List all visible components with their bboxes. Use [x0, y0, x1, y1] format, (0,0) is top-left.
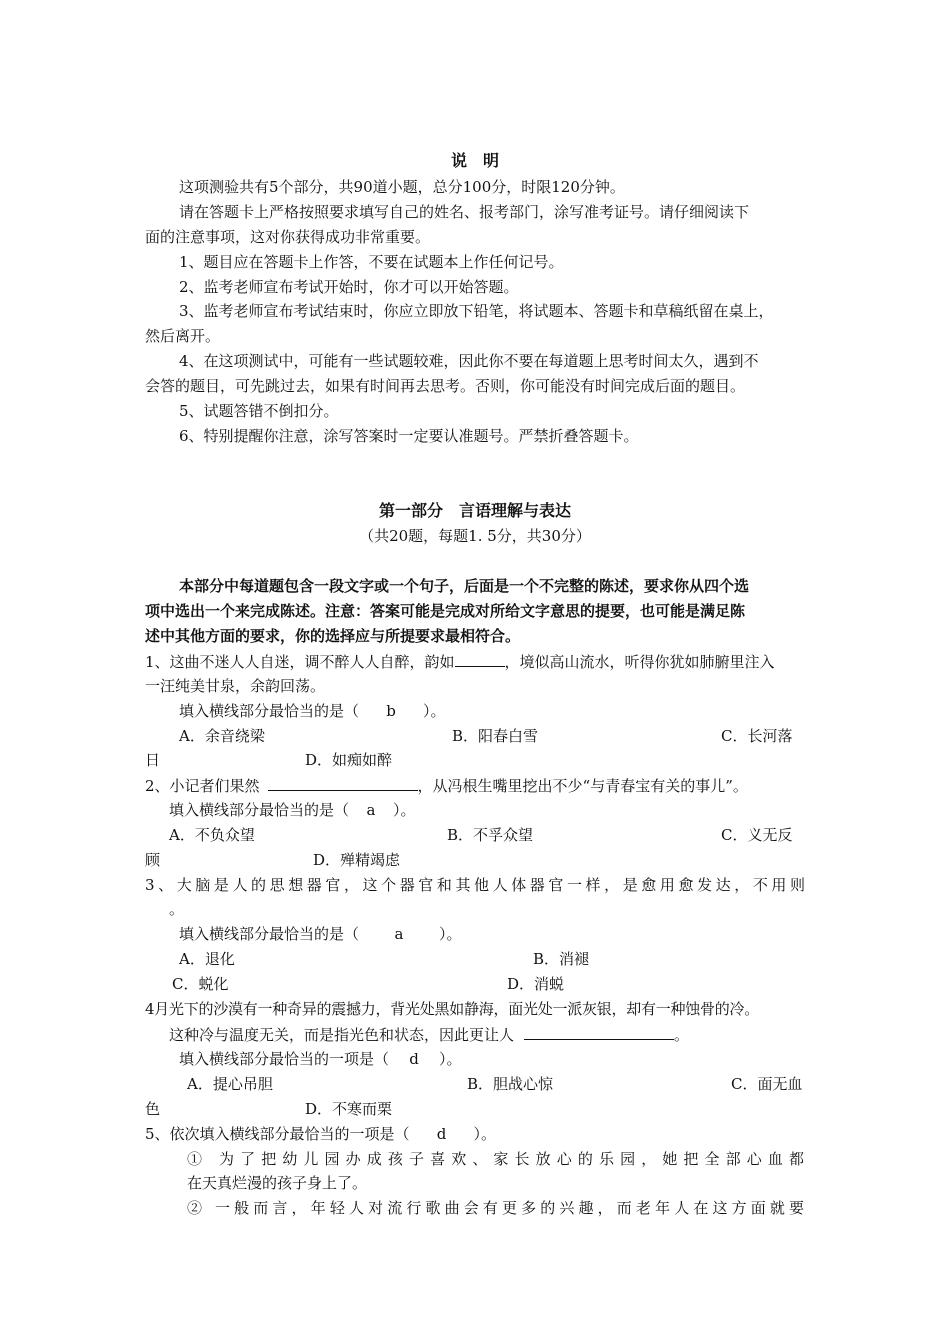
q4-option-c-cont: 色: [145, 1100, 161, 1118]
q1-option-d: D．如痴如醉: [305, 751, 393, 769]
note-4a: 4、在这项测试中，可能有一些试题较难，因此你不要在每道题上思考时间太久，遇到不: [179, 352, 759, 370]
q1-stem-b: ，境似高山流水，听得你犹如肺腑里注入: [504, 653, 775, 671]
q2-prompt: [169, 800, 416, 820]
q5-answer: d: [436, 1125, 447, 1143]
q1-blank: [455, 651, 505, 667]
q2-stem-b: ，从冯根生嘴里挖出不少“与青春宝有关的事儿”。: [417, 777, 748, 795]
q4-stem-c: 。: [674, 1026, 690, 1044]
q3-option-c: C．蜕化: [172, 975, 229, 993]
q3-option-b: B．消褪: [533, 950, 590, 968]
q1-option-b: B．阳春白雪: [452, 727, 539, 745]
note-5: 5、试题答错不倒扣分。: [179, 402, 339, 420]
part1-desc-1: 本部分中每道题包含一段文字或一个句子，后面是一个不完整的陈述，要求你从四个选: [179, 577, 750, 595]
q1-prompt: [179, 701, 446, 721]
note-2: 2、监考老师宣布考试开始时，你才可以开始答题。: [179, 278, 519, 296]
q1-option-a: A．余音绕梁: [179, 727, 265, 745]
q1-prompt-a: 填入横线部分最恰当的是（: [179, 702, 360, 720]
part1-title: 第一部分 言语理解与表达: [378, 501, 571, 520]
q3-prompt-b: ）。: [439, 925, 462, 943]
q2-option-c-cont: 顾: [145, 851, 161, 869]
q4-answer: d: [409, 1050, 419, 1068]
q1-stem-line-1: [145, 651, 775, 672]
q4-stem-line-2: [169, 1024, 689, 1045]
q4-option-c: C．面无血: [731, 1075, 803, 1093]
q3-answer: a: [394, 925, 404, 943]
q2-option-c: C．义无反: [721, 826, 793, 844]
q2-option-d: D．殚精竭虑: [313, 851, 401, 869]
q2-prompt-a: 填入横线部分最恰当的是（: [169, 801, 350, 819]
q4-option-d: D．不寒而栗: [305, 1100, 393, 1118]
q1-stem-a: 1、这曲不迷人人自迷，调不醉人人自醉，韵如: [145, 653, 455, 671]
q4-prompt-b: ）。: [439, 1050, 462, 1068]
q4-prompt: [179, 1049, 462, 1069]
q1-prompt-b: ）。: [423, 702, 446, 720]
instructions-intro-2a: 请在答题卡上严格按照要求填写自己的姓名、报考部门，涂写准考证号。请仔细阅读下: [179, 203, 750, 221]
q3-stem-line-2: 。: [169, 900, 185, 918]
q3-stem-line-1: 3、大脑是人的思想器官，这个器官和其他人体器官一样，是愈用愈发达，不用则: [145, 876, 805, 894]
instructions-heading: 说 明: [450, 151, 499, 170]
q1-option-c-cont: 日: [145, 751, 161, 769]
note-3a: 3、监考老师宣布考试结束时，你应立即放下铅笔，将试题本、答题卡和草稿纸留在桌上，: [179, 302, 774, 320]
q2-stem: [145, 775, 748, 796]
q5-prompt-b: ）。: [473, 1125, 497, 1143]
q4-prompt-a: 填入横线部分最恰当的一项是（: [179, 1050, 390, 1068]
part1-subtitle: （共20题，每题1. 5分，共30分）: [359, 527, 591, 545]
instructions-intro-2b: 面的注意事项，这对你获得成功非常重要。: [145, 228, 431, 246]
q5-sentence-1a: ① 为了把幼儿园办成孩子喜欢、家长放心的乐园，她把全部心血都: [187, 1150, 804, 1168]
q4-stem-line-1: 4月光下的沙漠有一种奇异的震撼力，背光处黑如静海，面光处一派灰银，却有一种蚀骨的冷。: [145, 1000, 760, 1018]
q4-blank: [524, 1024, 674, 1040]
instructions-intro-1: 这项测验共有5个部分，共90道小题，总分100分，时限120分钟。: [179, 178, 625, 196]
q3-option-d: D．消蜕: [507, 975, 565, 993]
q2-option-a: A．不负众望: [169, 826, 255, 844]
q2-blank: [268, 775, 418, 791]
q2-prompt-b: ）。: [393, 801, 416, 819]
q5-sentence-1b: 在天真烂漫的孩子身上了。: [187, 1174, 368, 1192]
q1-stem-line-2: 一汪纯美甘泉，余韵回荡。: [145, 677, 326, 695]
q3-prompt-a: 填入横线部分最恰当的是（: [179, 925, 360, 943]
q2-answer: a: [366, 801, 376, 819]
q3-option-a: A．退化: [179, 950, 235, 968]
note-1: 1、题目应在答题卡上作答，不要在试题本上作任何记号。: [179, 253, 564, 271]
q5-prompt: [145, 1124, 496, 1144]
q3-prompt: [179, 924, 462, 944]
note-6: 6、特别提醒你注意，涂写答案时一定要认准题号。严禁折叠答题卡。: [179, 427, 639, 445]
q4-option-a: A．提心吊胆: [187, 1075, 273, 1093]
q2-option-b: B．不孚众望: [447, 826, 534, 844]
q2-stem-a: 2、小记者们果然: [145, 777, 260, 795]
q5-sentence-2a: ② 一般而言，年轻人对流行歌曲会有更多的兴趣，而老年人在这方面就要: [187, 1199, 804, 1217]
part1-desc-3: 述中其他方面的要求，你的选择应与所提要求最相符合。: [145, 627, 521, 645]
q5-prompt-a: 5、依次填入横线部分最恰当的一项是（: [145, 1125, 410, 1143]
q1-option-c: C．长河落: [721, 727, 793, 745]
note-3b: 然后离开。: [145, 327, 221, 345]
q4-stem-b: 这种冷与温度无关，而是指光色和状态，因此更让人: [169, 1026, 515, 1044]
note-4b: 会答的题目，可先跳过去，如果有时间再去思考。否则，你可能没有时间完成后面的题目。: [145, 377, 746, 395]
q4-option-b: B．胆战心惊: [467, 1075, 554, 1093]
part1-desc-2: 项中选出一个来完成陈述。注意：答案可能是完成对所给文字意思的提要，也可能是满足陈: [145, 602, 746, 620]
q1-answer: b: [386, 702, 396, 720]
